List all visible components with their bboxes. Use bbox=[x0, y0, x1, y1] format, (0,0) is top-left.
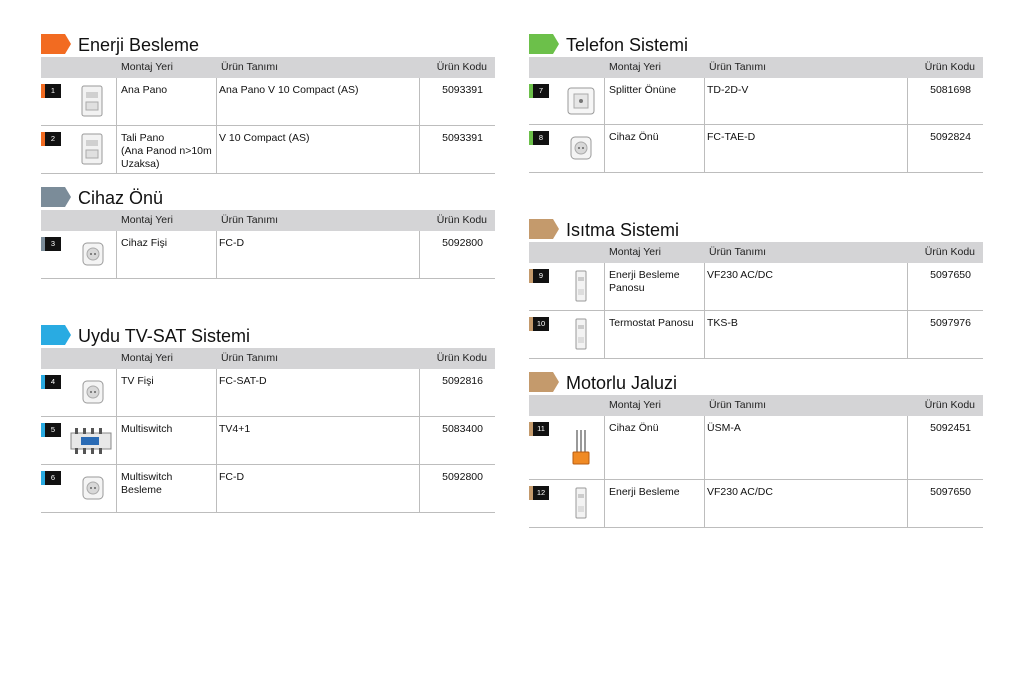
section-uydu-tv-sat bbox=[41, 325, 495, 513]
row-urun: TD-2D-V bbox=[707, 84, 749, 96]
header-urun: Ürün Tanımı bbox=[221, 214, 278, 226]
header-kod: Ürün Kodu bbox=[924, 246, 975, 258]
header-kod: Ürün Kodu bbox=[924, 61, 975, 73]
row-urun: VF230 AC/DC bbox=[707, 269, 773, 281]
row-kod: 5092816 bbox=[442, 375, 483, 387]
row-urun: TKS-B bbox=[707, 317, 738, 329]
row-kod: 5092800 bbox=[442, 471, 483, 483]
header-kod: Ürün Kodu bbox=[436, 61, 487, 73]
plug-adapter-icon bbox=[565, 131, 595, 165]
row-montaj: Enerji Besleme bbox=[609, 486, 680, 498]
section-header bbox=[41, 187, 495, 209]
section-tag-icon bbox=[41, 34, 71, 54]
table-row bbox=[529, 125, 983, 173]
row-montaj: Tali Pano (Ana Panod n>10m Uzaksa) bbox=[121, 132, 212, 170]
section-motorlu-jaluzi bbox=[529, 372, 983, 528]
row-urun: V 10 Compact (AS) bbox=[219, 132, 310, 144]
row-urun: FC-D bbox=[219, 237, 245, 249]
section-title: Enerji Besleme bbox=[78, 35, 200, 55]
table-row bbox=[529, 480, 983, 528]
table-row bbox=[529, 311, 983, 359]
table-row bbox=[529, 78, 983, 125]
section-header bbox=[529, 372, 983, 394]
din-module-icon bbox=[77, 84, 107, 118]
header-urun: Ürün Tanımı bbox=[221, 352, 278, 364]
row-kod: 5097650 bbox=[930, 269, 971, 281]
table-row bbox=[41, 465, 495, 513]
row-number: 8 bbox=[529, 131, 549, 145]
table-row bbox=[41, 231, 495, 279]
row-number: 4 bbox=[41, 375, 61, 389]
section-enerji-besleme bbox=[41, 34, 495, 174]
header-kod: Ürün Kodu bbox=[436, 352, 487, 364]
section-isitma-sistemi bbox=[529, 219, 983, 359]
slim-din-icon bbox=[565, 317, 595, 351]
header-urun: Ürün Tanımı bbox=[709, 61, 766, 73]
din-module-icon bbox=[77, 132, 107, 166]
header-urun: Ürün Tanımı bbox=[709, 246, 766, 258]
splitter-box-icon bbox=[565, 84, 595, 118]
header-montaj: Montaj Yeri bbox=[609, 399, 661, 411]
section-telefon-sistemi bbox=[529, 34, 983, 173]
row-kod: 5097650 bbox=[930, 486, 971, 498]
section-tag-icon bbox=[529, 372, 559, 392]
table-header bbox=[41, 57, 495, 78]
table-row bbox=[41, 417, 495, 465]
row-montaj: Splitter Önüne bbox=[609, 84, 677, 96]
row-number: 2 bbox=[41, 132, 61, 146]
slim-din-icon bbox=[565, 486, 595, 520]
row-number: 9 bbox=[529, 269, 549, 283]
row-urun: FC-D bbox=[219, 471, 245, 483]
table-header bbox=[529, 395, 983, 416]
table-header bbox=[41, 348, 495, 369]
row-number: 10 bbox=[529, 317, 549, 331]
section-title: Cihaz Önü bbox=[78, 188, 164, 208]
table-row bbox=[529, 263, 983, 311]
table-row bbox=[41, 369, 495, 417]
section-title: Motorlu Jaluzi bbox=[566, 373, 678, 393]
row-montaj: TV Fişi bbox=[121, 375, 154, 387]
section-header bbox=[41, 34, 495, 56]
table-header bbox=[529, 242, 983, 263]
row-montaj: Enerji Besleme Panosu bbox=[609, 269, 680, 294]
row-number: 5 bbox=[41, 423, 61, 437]
header-montaj: Montaj Yeri bbox=[121, 61, 173, 73]
row-kod: 5092824 bbox=[930, 131, 971, 143]
orange-module-icon bbox=[565, 428, 595, 468]
section-title: Telefon Sistemi bbox=[566, 35, 689, 55]
section-cihaz-onu bbox=[41, 187, 495, 279]
header-montaj: Montaj Yeri bbox=[121, 352, 173, 364]
plug-adapter-icon bbox=[77, 375, 107, 409]
section-title: Uydu TV-SAT Sistemi bbox=[78, 326, 251, 346]
header-montaj: Montaj Yeri bbox=[609, 246, 661, 258]
table-header bbox=[41, 210, 495, 231]
table-row bbox=[41, 126, 495, 174]
header-urun: Ürün Tanımı bbox=[221, 61, 278, 73]
row-number: 12 bbox=[529, 486, 549, 500]
row-kod: 5081698 bbox=[930, 84, 971, 96]
section-tag-icon bbox=[529, 34, 559, 54]
header-urun: Ürün Tanımı bbox=[709, 399, 766, 411]
row-number: 7 bbox=[529, 84, 549, 98]
row-number: 1 bbox=[41, 84, 61, 98]
row-montaj: Ana Pano bbox=[121, 84, 168, 96]
slim-din-icon bbox=[565, 269, 595, 303]
section-title: Isıtma Sistemi bbox=[566, 220, 680, 240]
section-tag-icon bbox=[41, 325, 71, 345]
section-header bbox=[529, 34, 983, 56]
row-kod: 5092451 bbox=[930, 422, 971, 434]
row-montaj: Cihaz Önü bbox=[609, 422, 659, 434]
plug-adapter-icon bbox=[77, 237, 107, 271]
row-urun: TV4+1 bbox=[219, 423, 251, 435]
row-montaj: Multiswitch bbox=[121, 423, 173, 435]
section-tag-icon bbox=[41, 187, 71, 207]
multiswitch-icon bbox=[67, 423, 115, 457]
row-montaj: Cihaz Önü bbox=[609, 131, 659, 143]
table-row bbox=[529, 416, 983, 480]
table-row bbox=[41, 78, 495, 126]
row-number: 3 bbox=[41, 237, 61, 251]
row-kod: 5097976 bbox=[930, 317, 971, 329]
table-header bbox=[529, 57, 983, 78]
row-kod: 5093391 bbox=[442, 132, 483, 144]
row-kod: 5092800 bbox=[442, 237, 483, 249]
row-urun: FC-TAE-D bbox=[707, 131, 756, 143]
header-montaj: Montaj Yeri bbox=[609, 61, 661, 73]
section-header bbox=[41, 325, 495, 347]
row-number: 11 bbox=[529, 422, 549, 436]
row-kod: 5083400 bbox=[442, 423, 483, 435]
row-urun: VF230 AC/DC bbox=[707, 486, 773, 498]
header-kod: Ürün Kodu bbox=[924, 399, 975, 411]
row-montaj: Cihaz Fişi bbox=[121, 237, 168, 249]
header-montaj: Montaj Yeri bbox=[121, 214, 173, 226]
row-montaj: Termostat Panosu bbox=[609, 317, 694, 329]
row-montaj: Multiswitch Besleme bbox=[121, 471, 173, 496]
row-urun: Ana Pano V 10 Compact (AS) bbox=[219, 84, 359, 96]
row-urun: ÜSM-A bbox=[707, 422, 741, 434]
plug-adapter-icon bbox=[77, 471, 107, 505]
row-urun: FC-SAT-D bbox=[219, 375, 267, 387]
header-kod: Ürün Kodu bbox=[436, 214, 487, 226]
row-kod: 5093391 bbox=[442, 84, 483, 96]
section-tag-icon bbox=[529, 219, 559, 239]
section-header bbox=[529, 219, 983, 241]
row-number: 6 bbox=[41, 471, 61, 485]
